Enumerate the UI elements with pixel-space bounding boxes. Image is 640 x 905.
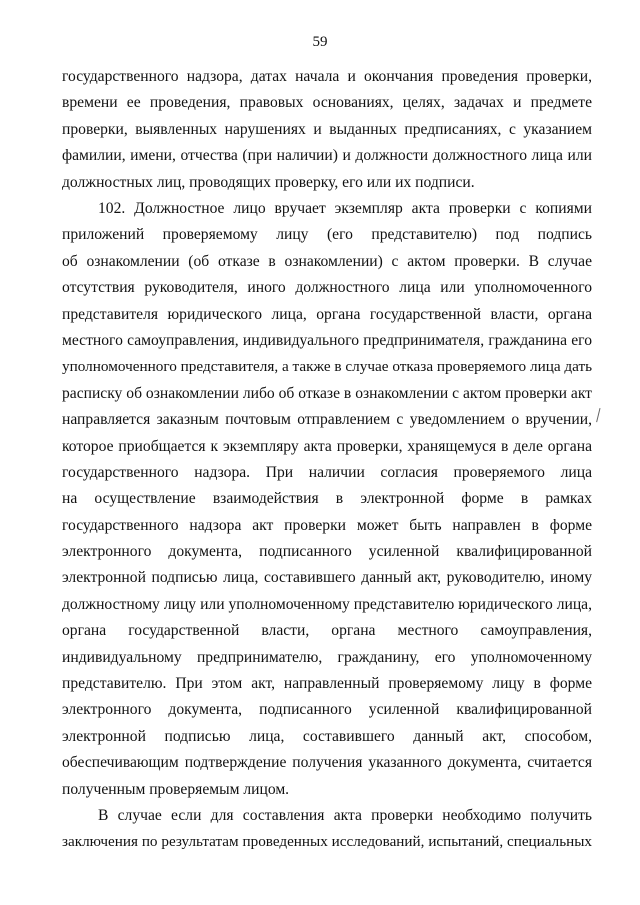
text-line: индивидуальному предпринимателю, гражданину, его уполномоченному <box>62 648 592 666</box>
text-line: уполномоченного представителя, а также в случае отказа проверяемого лица дать <box>62 358 592 376</box>
text-line: проверки, выявленных нарушениях и выданных предписаниях, с указанием <box>62 120 592 138</box>
page-number: 59 <box>312 34 328 50</box>
paragraph-102 <box>62 196 592 803</box>
text-line: полученным проверяемым лицом. <box>62 780 290 798</box>
text-line: заключения по результатам проведенных исследований, испытаний, специальных <box>62 833 592 851</box>
text-line: В случае если для составления акта проверки необходимо получить <box>98 807 592 824</box>
text-line: государственного надзора, датах начала и окончания проведения проверки, <box>62 68 592 85</box>
text-line: обеспечивающим подтверждение получения указанного документа, считается <box>62 754 592 772</box>
text-line: государственного надзора. При наличии согласия проверяемого лица <box>62 463 592 481</box>
text-line: приложений проверяемому лицу (его представителю) под подпись <box>62 226 592 244</box>
text-line: электронного документа, подписанного усиленной квалифицированной <box>62 543 592 561</box>
text-line: электронной подписью лица, составившего данный акт, руководителю, иному <box>62 569 592 587</box>
paragraph-3 <box>62 803 592 856</box>
text-line: государственного надзора акт проверки может быть направлен в форме <box>62 516 592 534</box>
pen-mark-icon <box>591 407 605 424</box>
text-line: времени ее проведения, правовых основаниях, целях, задачах и предмете <box>62 94 592 112</box>
text-line: которое приобщается к экземпляру акта проверки, хранящемуся в деле органа <box>62 437 592 455</box>
text-line: электронной подписью лица, составившего данный акт, способом, <box>62 727 592 745</box>
text-line: органа государственной власти, органа местного самоуправления, <box>62 622 592 640</box>
text-line: фамилии, имени, отчества (при наличии) и должности должностного лица или <box>62 147 592 165</box>
pen-mark <box>591 407 607 427</box>
paragraph-1 <box>62 64 592 196</box>
text-line: направляется заказным почтовым отправлением с уведомлением о вручении, <box>62 411 592 429</box>
text-line: местного самоуправления, индивидуального предпринимателя, гражданина его <box>62 331 592 349</box>
text-line: представителя юридического лица, органа государственной власти, органа <box>62 305 592 323</box>
text-line: должностных лиц, проводящих проверку, его или их подписи. <box>62 173 475 191</box>
text-line: на осуществление взаимодействия в электронной форме в рамках <box>62 490 592 508</box>
text-line: об ознакомлении (об отказе в ознакомлении) с актом проверки. В случае <box>62 252 592 270</box>
text-line: отсутствия руководителя, иного должностного лица или уполномоченного <box>62 279 592 297</box>
text-line: представителю. При этом акт, направленный проверяемому лицу в форме <box>62 675 592 693</box>
text-line: электронного документа, подписанного усиленной квалифицированной <box>62 701 592 719</box>
text-line: 102. Должностное лицо вручает экземпляр акта проверки с копиями <box>98 200 592 217</box>
text-line: расписку об ознакомлении либо об отказе в ознакомлении с актом проверки акт <box>62 384 592 402</box>
text-line: должностному лицу или уполномоченному представителю юридического лица, <box>62 595 592 613</box>
